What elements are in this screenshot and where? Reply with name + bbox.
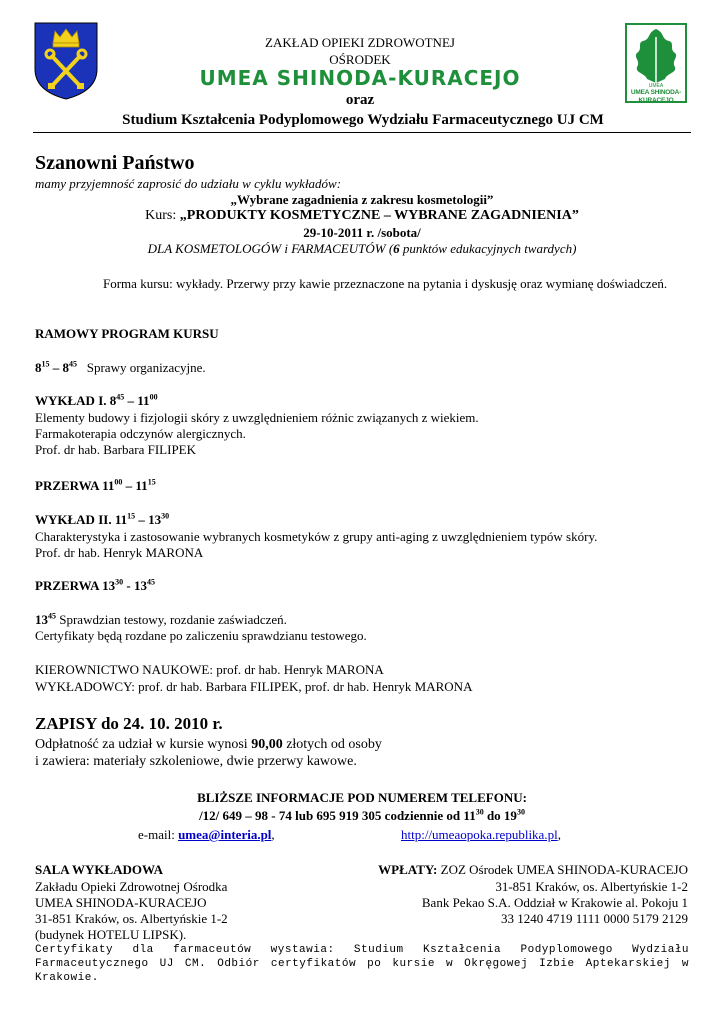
email-comma: ,: [271, 827, 275, 842]
management-line: KIEROWNICTWO NAUKOWE: prof. dr hab. Henryk MARONA: [35, 662, 384, 677]
audience-a: DLA KOSMETOLOGÓW i FARMACEUTÓW (: [147, 241, 394, 256]
lecture1-end-min: 00: [149, 392, 158, 402]
lecturers-line: WYKŁADOWCY: prof. dr hab. Barbara FILIPEK, prof. dr hab. Henryk MARONA: [35, 679, 473, 694]
lecture2-line1: Charakterystyka i zastosowanie wybranych kosmetyków z grupy anti-aging z uwzględnieniem typów skóry.: [35, 529, 598, 544]
audience-points: 6: [393, 241, 400, 256]
registration-title: ZAPISY do 24. 10. 2010 r.: [35, 714, 223, 733]
header-line2: OŚRODEK: [329, 52, 391, 67]
fee-amount: 90,00: [251, 737, 283, 752]
lecture2-start-hour: 11: [114, 512, 128, 527]
form-paragraph: Forma kursu: wykłady. Przerwy przy kawie przeznaczone na pytania i dyskusję oraz wymianę doświadczeń.: [103, 276, 668, 291]
lecture1-heading: [35, 393, 158, 409]
hours-to: do 19: [483, 808, 517, 823]
audience-b: punktów edukacyjnych twardych): [399, 241, 577, 256]
umea-logo: [625, 23, 687, 103]
lecture2-sep: –: [135, 512, 149, 527]
break2-label: PRZERWA: [35, 578, 103, 593]
lecture2-end-hour: 13: [148, 512, 162, 527]
exam-line2: Certyfikaty będą rozdane po zaliczeniu sprawdzianu testowego.: [35, 628, 367, 643]
contact-heading: BLIŻSZE INFORMACJE POD NUMEREM TELEFONU:: [197, 790, 527, 805]
cycle-name: „Wybrane zagadnienia z zakresu kosmetologii”: [230, 192, 494, 207]
lecture1-label: WYKŁAD I.: [35, 393, 110, 408]
break1-label: PRZERWA: [35, 478, 103, 493]
includes-line: i zawiera: materiały szkoleniowe, dwie przerwy kawowe.: [35, 754, 357, 769]
header-line1: ZAKŁAD OPIEKI ZDROWOTNEJ: [265, 35, 455, 50]
lecture1-line1: Elementy budowy i fizjologii skóry z uwzględnieniem różnic związanych z wiekiem.: [35, 410, 479, 425]
venue-heading: SALA WYKŁADOWA: [35, 862, 163, 877]
fee-line: [35, 737, 382, 753]
break1-end-hour: 11: [135, 478, 148, 493]
break2-sep: -: [123, 578, 134, 593]
fee-text-a: Odpłatność za udział w kursie wynosi: [35, 737, 252, 752]
lecture1-sep: –: [124, 393, 138, 408]
fee-text-b: złotych od osoby: [282, 737, 382, 752]
exam-hour: 13: [35, 612, 48, 627]
lecture1-start-min: 45: [116, 392, 125, 402]
header-divider: [33, 132, 691, 133]
greeting-title: Szanowni Państwo: [35, 152, 195, 174]
org-start-hour: 8: [35, 360, 42, 375]
payment-account: 33 1240 4719 1111 0000 5179 2129: [500, 911, 688, 926]
logo-brand-label: UMEA SHINODA-KURACEJO: [630, 89, 682, 104]
break1-sep: –: [122, 478, 136, 493]
break2-end-min: 45: [146, 577, 155, 587]
course-name: „PRODUKTY KOSMETYCZNE – WYBRANE ZAGADNIENIA”: [179, 208, 579, 223]
email-link[interactable]: umea@interia.pl: [178, 827, 272, 842]
url-wrap: [401, 827, 561, 843]
lecture2-label: WYKŁAD II.: [35, 512, 115, 527]
brand-name: UMEA SHINODA-KURACEJO: [199, 66, 521, 90]
crest-logo: [33, 21, 99, 101]
audience-line: [35, 241, 689, 257]
lecture2-start-min: 15: [127, 511, 136, 521]
lecture1-end-hour: 11: [137, 393, 150, 408]
url-comma: ,: [557, 827, 561, 842]
course-line: [35, 208, 689, 224]
break1-line: [35, 478, 156, 494]
lecture1-start-hour: 8: [109, 393, 117, 408]
email-line: [138, 827, 698, 843]
exam-line: [35, 612, 287, 628]
break2-line: [35, 578, 155, 594]
org-start-min: 15: [41, 359, 50, 369]
break1-start-hour: 11: [102, 478, 115, 493]
lecture2-end-min: 30: [161, 511, 170, 521]
venue-line1: Zakładu Opieki Zdrowotnej Ośrodka: [35, 879, 228, 894]
exam-text: Sprawdzian testowy, rozdanie zaświadczeń.: [56, 612, 287, 627]
payment-line3: Bank Pekao S.A. Oddział w Krakowie al. Pokoju 1: [421, 895, 688, 910]
lecture1-line2: Farmakoterapia odczynów alergicznych.: [35, 426, 246, 441]
lecture1-line3: Prof. dr hab. Barbara FILIPEK: [35, 442, 197, 457]
invite-text: mamy przyjemność zaprosić do udziału w cyklu wykładów:: [35, 176, 342, 191]
venue-line4: (budynek HOTELU LIPSK).: [35, 927, 187, 942]
lecture2-heading: [35, 512, 169, 528]
break2-start-hour: 13: [102, 578, 116, 593]
lecture2-line2: Prof. dr hab. Henryk MARONA: [35, 545, 204, 560]
payment-recipient: ZOZ Ośrodek UMEA SHINODA-KURACEJO: [437, 862, 688, 877]
hours-start-min: 30: [475, 807, 484, 817]
website-link[interactable]: http://umeaopoka.republika.pl: [401, 827, 558, 842]
program-heading: RAMOWY PROGRAM KURSU: [35, 326, 219, 341]
break1-start-min: 00: [114, 477, 123, 487]
org-line: [35, 360, 206, 376]
org-sep: –: [49, 360, 63, 375]
venue-line2: UMEA SHINODA-KURACEJO: [35, 895, 207, 910]
email-label: e-mail:: [138, 827, 179, 842]
venue-line3: 31-851 Kraków, os. Albertyńskie 1-2: [35, 911, 228, 926]
payment-label: WPŁATY:: [378, 862, 438, 877]
org-text: Sprawy organizacyjne.: [86, 360, 206, 375]
course-date: 29-10-2011 r. /sobota/: [303, 225, 421, 240]
phones-text: /12/ 649 – 98 - 74 lub 695 919 305 codziennie od 11: [199, 808, 476, 823]
header-studium: Studium Kształcenia Podyplomowego Wydziału Farmaceutycznego UJ CM: [122, 112, 604, 128]
header-oraz: oraz: [345, 92, 375, 108]
logo-small-label: UMEA: [648, 83, 664, 89]
payment-line2: 31-851 Kraków, os. Albertyńskie 1-2: [495, 879, 688, 894]
phones-line: [35, 808, 689, 824]
break2-start-min: 30: [115, 577, 124, 587]
footer-note: Certyfikaty dla farmaceutów wystawia: Studium Kształcenia Podyplomowego Wydziału Farmaceutycznego UJ CM. Odbiór certyfikatów po kursie w Okręgowej Izbie Aptekarskiej w Krakowie.: [35, 944, 689, 984]
org-end-min: 45: [69, 359, 77, 369]
crest-icon: [33, 21, 99, 101]
hours-end-min: 30: [516, 807, 525, 817]
exam-min: 45: [48, 611, 56, 621]
break1-end-min: 15: [147, 477, 156, 487]
break2-end-hour: 13: [133, 578, 147, 593]
course-prefix: Kurs:: [145, 208, 180, 223]
org-end-hour: 8: [62, 360, 69, 375]
payment-line1: [330, 862, 688, 878]
